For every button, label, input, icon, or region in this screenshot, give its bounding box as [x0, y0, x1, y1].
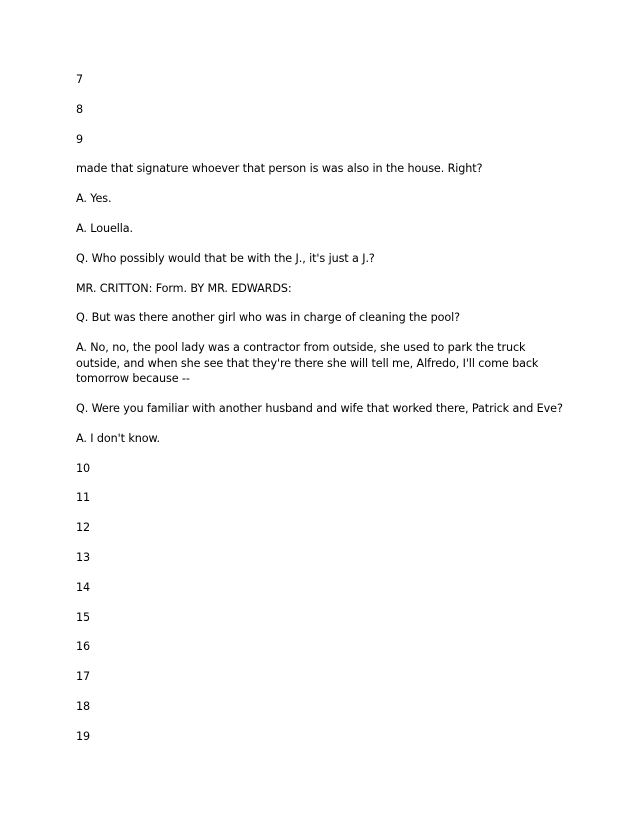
- transcript-paragraph: A. No, no, the pool lady was a contractor from outside, she used to park the truck outside, and when she see that they're there she will tell me, Alfredo, I'll come back tomorrow because --: [76, 341, 539, 386]
- transcript-paragraph: Q. But was there another girl who was in charge of cleaning the pool?: [76, 311, 460, 325]
- line-number: 7: [76, 73, 84, 86]
- transcript-paragraph: made that signature whoever that person is was also in the house. Right?: [76, 162, 483, 176]
- line-number: 15: [76, 610, 91, 624]
- line-number: 11: [76, 491, 91, 505]
- transcript-paragraph: A. Louella.: [76, 221, 133, 235]
- transcript-paragraph: Q. Were you familiar with another husband and wife that worked there, Patrick and Eve?: [76, 401, 563, 415]
- line-number: 19: [76, 729, 91, 743]
- line-number: 17: [76, 670, 91, 684]
- line-number: 16: [76, 640, 91, 654]
- line-number: 9: [76, 132, 84, 146]
- transcript-paragraph: A. Yes.: [76, 192, 112, 206]
- line-number: 10: [76, 461, 91, 475]
- line-number: 12: [76, 521, 91, 535]
- line-number: 14: [76, 580, 91, 594]
- line-number: 13: [76, 550, 91, 564]
- transcript-paragraph: A. I don't know.: [76, 431, 160, 445]
- transcript-body: [76, 72, 566, 759]
- transcript-paragraph: Q. Who possibly would that be with the J., it's just a J.?: [76, 251, 375, 265]
- line-number: 18: [76, 699, 91, 713]
- line-number: 8: [76, 102, 84, 116]
- transcript-paragraph: MR. CRITTON: Form. BY MR. EDWARDS:: [76, 281, 292, 295]
